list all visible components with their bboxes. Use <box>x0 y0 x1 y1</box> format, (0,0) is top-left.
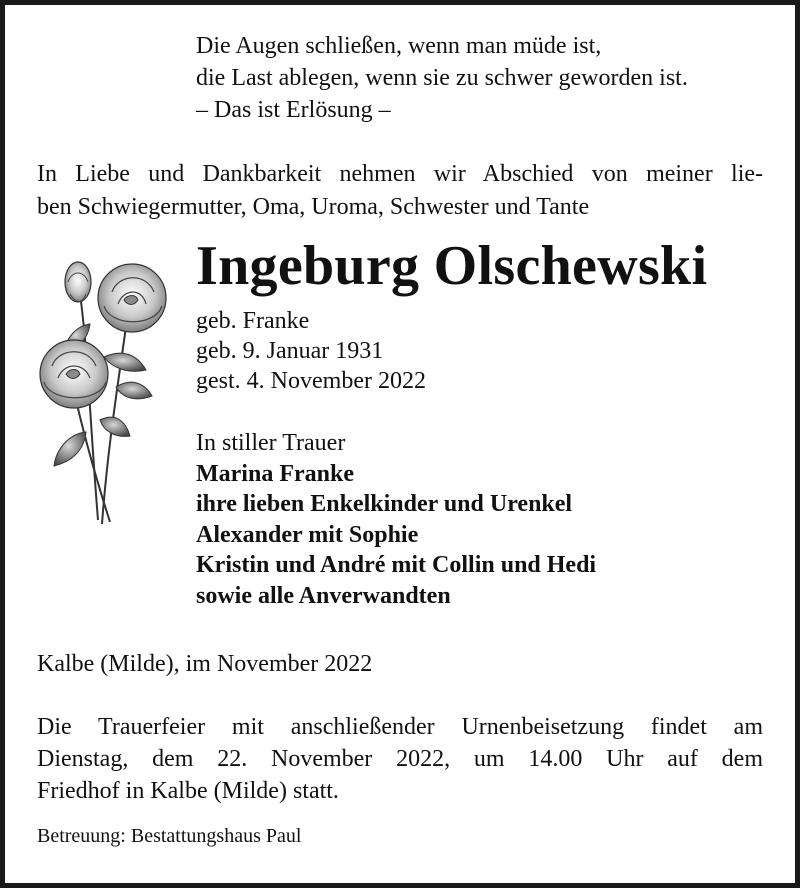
funeral-line: Friedhof in Kalbe (Milde) statt. <box>37 778 339 804</box>
mourner-name: ihre lieben Enkelkinder und Urenkel <box>196 491 573 517</box>
mourner-name: Alexander mit Sophie <box>196 521 419 548</box>
poem-line: – Das ist Erlösung – <box>196 97 391 123</box>
born-name: geb. Franke <box>196 308 310 334</box>
intro-line: ben Schwiegermutter, Oma, Uroma, Schwester und Tante <box>37 194 590 220</box>
mourners-list <box>196 428 596 611</box>
place-date: Kalbe (Milde), im November 2022 <box>37 651 373 677</box>
funeral-line: Dienstag, dem 22. November 2022, um 14.00 Uhr auf dem <box>37 746 763 772</box>
roses-illustration-icon <box>28 252 188 532</box>
poem <box>196 30 688 126</box>
mourner-name: sowie alle Anverwandten <box>196 582 451 609</box>
birth-date: geb. 9. Januar 1931 <box>196 338 384 364</box>
funeral-line: Die Trauerfeier mit anschließender Urnenbeisetzung findet am <box>37 714 763 740</box>
intro-line: In Liebe und Dankbarkeit nehmen wir Abschied von meiner lie- <box>37 161 763 187</box>
life-dates <box>196 306 426 396</box>
mourner-name: Kristin und André mit Collin und Hedi <box>196 552 597 578</box>
mourners-heading: In stiller Trauer <box>196 430 346 456</box>
funeral-info <box>37 711 763 807</box>
death-date: gest. 4. November 2022 <box>196 368 426 394</box>
funeral-home-credit: Betreuung: Bestattungshaus Paul <box>37 825 302 847</box>
deceased-name: Ingeburg Olschewski <box>196 235 708 297</box>
poem-line: Die Augen schließen, wenn man müde ist, <box>196 33 602 59</box>
mourner-name: Marina Franke <box>196 460 354 487</box>
intro-text <box>37 158 763 224</box>
poem-line: die Last ablegen, wenn sie zu schwer geworden ist. <box>196 65 688 91</box>
